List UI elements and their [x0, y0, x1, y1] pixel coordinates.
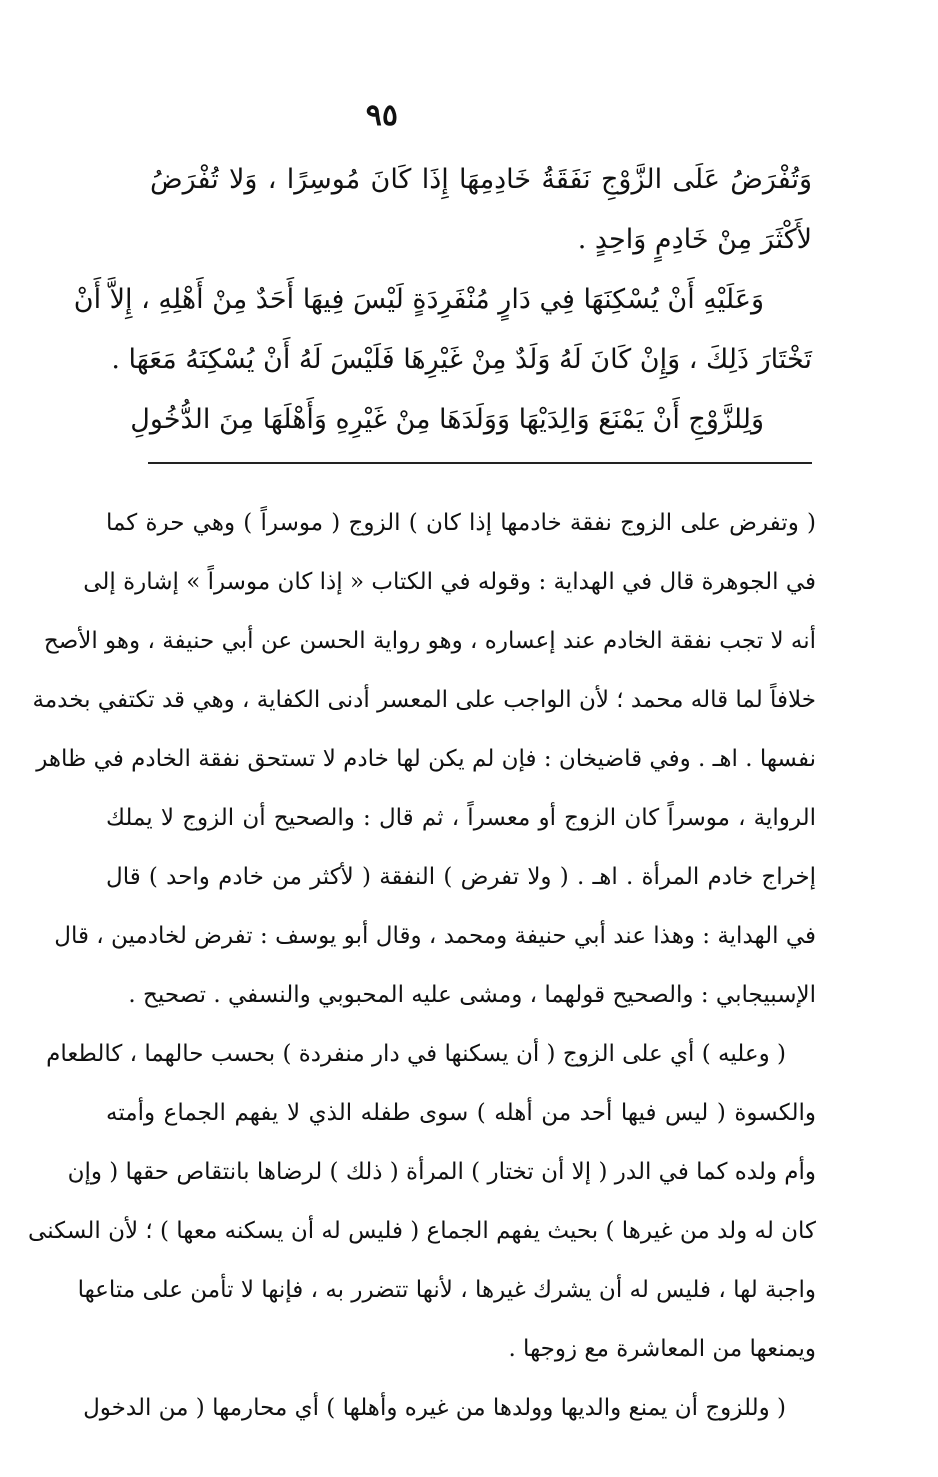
commentary-line: ويمنعها من المعاشرة مع زوجها .	[508, 1336, 816, 1362]
commentary-line: الرواية ، موسراً كان الزوج أو معسراً ، ثم قال : والصحيح أن الزوج لا يملك	[106, 805, 816, 831]
commentary-line: ( وتفرض على الزوج نفقة خادمها إذا كان ) الزوج ( موسراً ) وهي حرة كما	[106, 510, 816, 536]
main-text-line: تَخْتَارَ ذَلِكَ ، وَإِنْ كَانَ لَهُ وَلَدٌ مِنْ غَيْرِهَا فَلَيْسَ لَهُ أَنْ يُسْكِنَهُ مَعَهَا .	[111, 344, 812, 375]
main-text-line: وَلِلزَّوْجِ أَنْ يَمْنَعَ وَالِدَيْهَا وَوَلَدَهَا مِنْ غَيْرِهِ وَأَهْلَهَا مِنَ الدُّخُولِ	[130, 404, 764, 435]
page-number: ٩٥	[365, 98, 398, 133]
commentary-line: والكسوة ( ليس فيها أحد من أهله ) سوى طفله الذي لا يفهم الجماع وأمته	[106, 1100, 816, 1126]
main-text	[73, 150, 812, 450]
main-text-line: لأَكْثَرَ مِنْ خَادِمٍ وَاحِدٍ .	[577, 224, 812, 255]
main-text-line: وَعَلَيْهِ أَنْ يُسْكِنَهَا فِي دَارٍ مُنْفَرِدَةٍ لَيْسَ فِيهَا أَحَدٌ مِنْ أَهْلِهِ ، إِلاَّ أَنْ	[73, 284, 764, 315]
commentary-line: نفسها . اهـ . وفي قاضيخان : فإن لم يكن لها خادم لا تستحق نفقة الخادم في ظاهر	[36, 746, 816, 772]
commentary-line: ( وعليه ) أي على الزوج ( أن يسكنها في دار منفردة ) بحسب حالهما ، كالطعام	[46, 1041, 786, 1067]
main-text-line: وَتُفْرَضُ عَلَى الزَّوْجِ نَفَقَةُ خَادِمِهَا إِذَا كَانَ مُوسِرًا ، وَلا تُفْرَضُ	[150, 164, 812, 195]
commentary-line: كان له ولد من غيرها ) بحيث يفهم الجماع ( فليس له أن يسكنه معها ) ؛ لأن السكنى	[28, 1218, 816, 1244]
section-divider	[148, 462, 812, 464]
commentary-line: خلافاً لما قاله محمد ؛ لأن الواجب على المعسر أدنى الكفاية ، وهي قد تكتفي بخدمة	[32, 687, 816, 713]
commentary-line: في الهداية : وهذا عند أبي حنيفة ومحمد ، وقال أبو يوسف : تفرض لخادمين ، قال	[54, 923, 816, 949]
commentary-line: ( وللزوج أن يمنع والديها وولدها من غيره وأهلها ) أي محارمها ( من الدخول	[83, 1395, 786, 1421]
commentary-line: وأم ولده كما في الدر ( إلا أن تختار ) المرأة ( ذلك ) لرضاها بانتقاص حقها ( وإن	[67, 1159, 816, 1185]
commentary-line: الإسبيجابي : والصحيح قولهما ، ومشى عليه المحبوبي والنسفي . تصحيح .	[128, 982, 816, 1008]
commentary-line: أنه لا تجب نفقة الخادم عند إعساره ، وهو رواية الحسن عن أبي حنيفة ، وهو الأصح	[43, 628, 816, 654]
commentary-line: في الجوهرة قال في الهداية : وقوله في الكتاب « إذا كان موسراً » إشارة إلى	[83, 569, 816, 595]
commentary-text	[28, 494, 816, 1438]
commentary-line: إخراج خادم المرأة . اهـ . ( ولا تفرض ) النفقة ( لأكثر من خادم واحد ) قال	[106, 864, 816, 890]
commentary-line: واجبة لها ، فليس له أن يشرك غيرها ، لأنها تتضرر به ، فإنها لا تأمن على متاعها	[77, 1277, 816, 1303]
